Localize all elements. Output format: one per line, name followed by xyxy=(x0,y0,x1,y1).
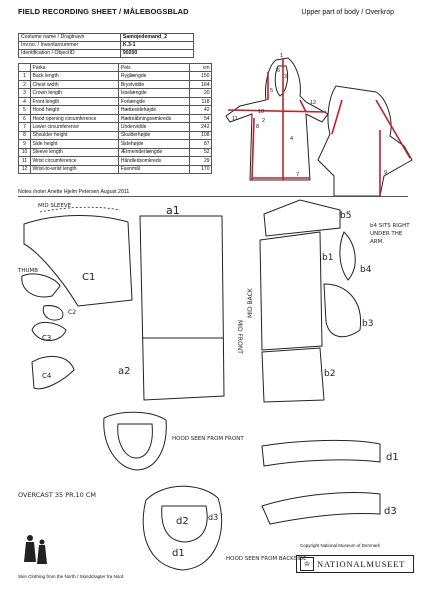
diagram-number: 11 xyxy=(232,116,238,122)
label-b4: b4 xyxy=(360,265,372,275)
measurement-row: 6 Hood opening circumference Hætteåbningsomkreds 54 xyxy=(19,114,212,122)
strip-d1 xyxy=(262,440,380,466)
meta-label: Costume name / Dragtnavn xyxy=(19,34,121,42)
label-overcast: OVERCAST 35 PR.10 CM xyxy=(18,491,96,499)
label-b3: b3 xyxy=(362,319,374,329)
label-d2: d2 xyxy=(176,516,189,527)
label-c1: C1 xyxy=(82,272,96,283)
diagram-number: 3 xyxy=(284,74,288,80)
meta-value: 90200 xyxy=(120,49,193,57)
meta-label: Inv.no. / Inventarnummer xyxy=(19,41,121,49)
diagram-number: 12 xyxy=(310,100,317,106)
label-d1: d1 xyxy=(172,548,185,559)
people-figures-icon xyxy=(20,532,50,572)
front-panel-a1 xyxy=(140,216,224,400)
label-mid-front: MID FRONT xyxy=(236,320,243,354)
meta-label: Identification / ObjectID xyxy=(19,49,121,57)
label-a1: a1 xyxy=(166,204,180,217)
copyright-text: Copyright National Museum of Denmark xyxy=(300,543,381,548)
measurement-row: 3 Crown length Isselængde 20 xyxy=(19,89,212,97)
diagram-number: 6 xyxy=(277,68,281,74)
thumb-piece xyxy=(22,274,60,297)
diagram-number: 4 xyxy=(290,136,294,142)
label-mid-sleeve: MID SLEEVE xyxy=(38,203,72,209)
measurement-row: 1 Back length Ryglængde 150 xyxy=(19,72,212,80)
measurement-row: 10 Sleeve length Ærmeinderlængde 52 xyxy=(19,148,212,156)
meta-value: K.3-1 xyxy=(120,41,193,49)
sheet-title: FIELD RECORDING SHEET / MÅLEBOGSBLAD xyxy=(18,7,189,16)
piece-b3 xyxy=(324,284,361,337)
label-b2: b2 xyxy=(324,369,336,379)
col-pels: Pels xyxy=(119,64,190,72)
piece-c4 xyxy=(32,356,74,388)
strip-d3 xyxy=(262,493,380,525)
meta-value: Samojedemand_2 xyxy=(120,34,193,42)
label-mid-back: MID BACK xyxy=(247,288,254,318)
label-d3-strip: d3 xyxy=(384,506,397,517)
sheet-subtitle: Upper part of body / Overkrop xyxy=(301,9,394,16)
label-hood-back: HOOD SEEN FROM BACKSIDE xyxy=(226,556,307,562)
col-unit: cm xyxy=(190,64,212,72)
label-c4: C4 xyxy=(42,372,52,380)
back-panel-b1 xyxy=(260,232,322,350)
diagram-number: 9 xyxy=(384,170,388,176)
label-a2: a2 xyxy=(118,366,131,377)
diagram-number: 1 xyxy=(280,53,284,59)
label-thumb: THUMB xyxy=(18,268,39,274)
piece-c2 xyxy=(43,306,63,320)
notes-line: Notes /noter Anette Hjelm Petersen August 2011 xyxy=(18,189,130,195)
measurement-row: 12 Wrist-to-wrist length Favnmål 170 xyxy=(19,165,212,173)
label-b1: b1 xyxy=(322,253,334,263)
crown-icon: ♔ xyxy=(300,557,314,571)
measurement-row: 9 Side height Sidehøjde 87 xyxy=(19,140,212,148)
sleeve-piece-c1 xyxy=(24,216,132,307)
piece-b4 xyxy=(340,232,355,280)
diagram-number: 5 xyxy=(270,88,274,94)
logo-text: NATIONALMUSEET xyxy=(317,559,406,569)
measurement-row: 8 Shoulder height Skulderhøjde 108 xyxy=(19,131,212,139)
label-hood-front: HOOD SEEN FROM FRONT xyxy=(172,436,244,442)
label-c3: C3 xyxy=(42,334,52,342)
measurement-row: 7 Lower circumference Undervidde 242 xyxy=(19,123,212,131)
footer-text: Skin Clothing from the North / Skinddragter fra Nord xyxy=(18,574,124,579)
measurement-row: 2 Chest width Brystvidde 164 xyxy=(19,80,212,88)
b4-note: b4 SITS RIGHT UNDER THE ARM. xyxy=(370,223,410,245)
diagram-number: 10 xyxy=(258,109,265,115)
measurement-row: 5 Hood height Hættesidehøjde 42 xyxy=(19,106,212,114)
diagram-number: 8 xyxy=(256,124,260,130)
diagram-number: 7 xyxy=(296,172,300,178)
diagram-number: 2 xyxy=(262,118,266,124)
label-d3: d3 xyxy=(208,513,219,522)
measurement-row: 11 Wrist circumference Håndledsomkreds 29 xyxy=(19,157,212,165)
col-parka: Parka xyxy=(31,64,119,72)
back-panel-b2 xyxy=(262,348,324,402)
measurement-row: 4 Front length Forlængde 118 xyxy=(19,97,212,105)
label-c2: C2 xyxy=(68,309,77,316)
hood-front xyxy=(104,412,166,470)
nationalmuseet-logo xyxy=(296,555,414,573)
label-b5: b5 xyxy=(340,211,352,221)
label-d1-strip: d1 xyxy=(386,452,399,463)
hood-front-opening xyxy=(118,424,153,458)
back-panel-b5 xyxy=(264,200,340,236)
